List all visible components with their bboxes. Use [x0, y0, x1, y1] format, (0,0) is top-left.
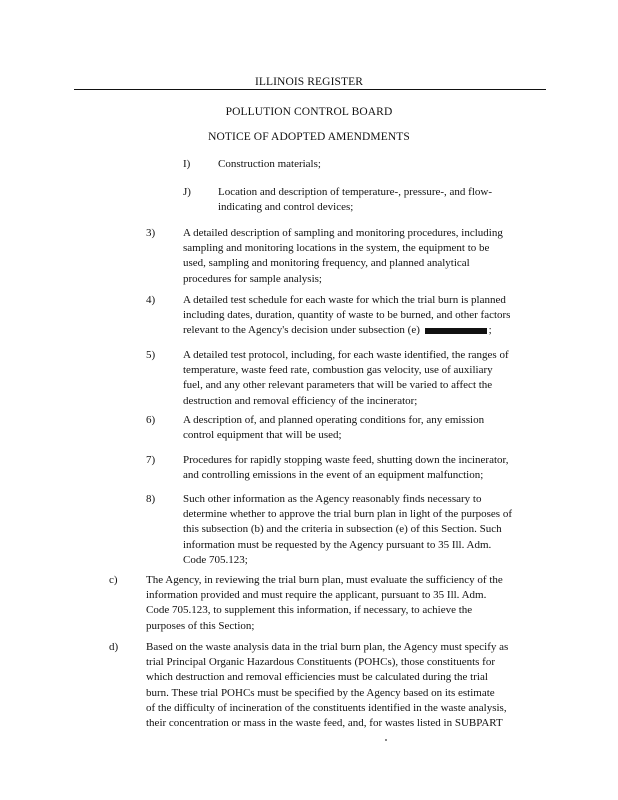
item-text: A detailed description of sampling and monitoring procedures, including sampling and monitoring locations in the system, the equipment to be used, sampling and monitoring frequency, and planned analytical procedures for sample analysis; — [183, 227, 503, 285]
item-text: A description of, and planned operating conditions for, any emission control equipment that will be used; — [183, 414, 485, 442]
item-label: J) — [183, 186, 191, 198]
item-label: 3) — [146, 227, 156, 239]
item-text-after: ; — [488, 324, 492, 337]
item-text: Such other information as the Agency reasonably finds necessary to determine whether to approve the trial burn plan in light of the purposes of this subsection (b) and the criteria in subsection (e) of this Section. Such information must be requested by the Agency pursuant to 35 Ill. Adm. Code 705.123; — [183, 493, 512, 566]
item-text: Location and description of temperature-, pressure-, and flow- indicating and control devices; — [218, 186, 492, 214]
header-rule — [74, 89, 546, 90]
scan-speck — [385, 739, 387, 741]
item-label: I) — [183, 158, 191, 170]
item-text: Procedures for rapidly stopping waste feed, shutting down the incinerator, and controlling emissions in the event of an equipment malfunction; — [183, 454, 509, 482]
item-text: The Agency, in reviewing the trial burn plan, must evaluate the sufficiency of the information provided and must require the applicant, pursuant to 35 Ill. Adm. Code 705.123, to supplement this information, if necessary, to achieve the purposes of this Section; — [146, 574, 503, 632]
redaction-mark — [425, 328, 487, 334]
item-label: 8) — [146, 493, 156, 505]
board-title: POLLUTION CONTROL BOARD — [225, 106, 393, 118]
item-label: d) — [109, 641, 119, 653]
item-label: 6) — [146, 414, 156, 426]
item-text-before: A detailed test schedule for each waste for which the trial burn is planned including dates, duration, quantity of waste to be burned, and other factors relevant to the Agency's decision under subsection (e) — [183, 294, 511, 337]
item-text: Based on the waste analysis data in the trial burn plan, the Agency must specify as trial Principal Organic Hazardous Constituents (POHCs), those constituents for which destruction and removal efficiencies must be calculated during the trial burn. These trial POHCs must be specified by the Agency based on its estimate of the difficulty of incineration of the constituents identified in the waste analysis, their concentration or mass in the waste feed, and, for wastes listed in SUBPART — [146, 641, 509, 730]
item-label: c) — [109, 574, 118, 586]
item-text: A detailed test protocol, including, for each waste identified, the ranges of temperature, waste feed rate, combustion gas velocity, use of auxiliary fuel, and any other relevant parameters that will be varied to affect the destruction and removal efficiency of the incinerator; — [183, 349, 509, 407]
register-title: ILLINOIS REGISTER — [254, 76, 364, 88]
notice-title: NOTICE OF ADOPTED AMENDMENTS — [208, 131, 410, 143]
item-label: 7) — [146, 454, 156, 466]
item-text: Construction materials; — [218, 158, 321, 170]
item-label: 4) — [146, 294, 156, 306]
item-label: 5) — [146, 349, 156, 361]
item-text — [183, 293, 548, 339]
